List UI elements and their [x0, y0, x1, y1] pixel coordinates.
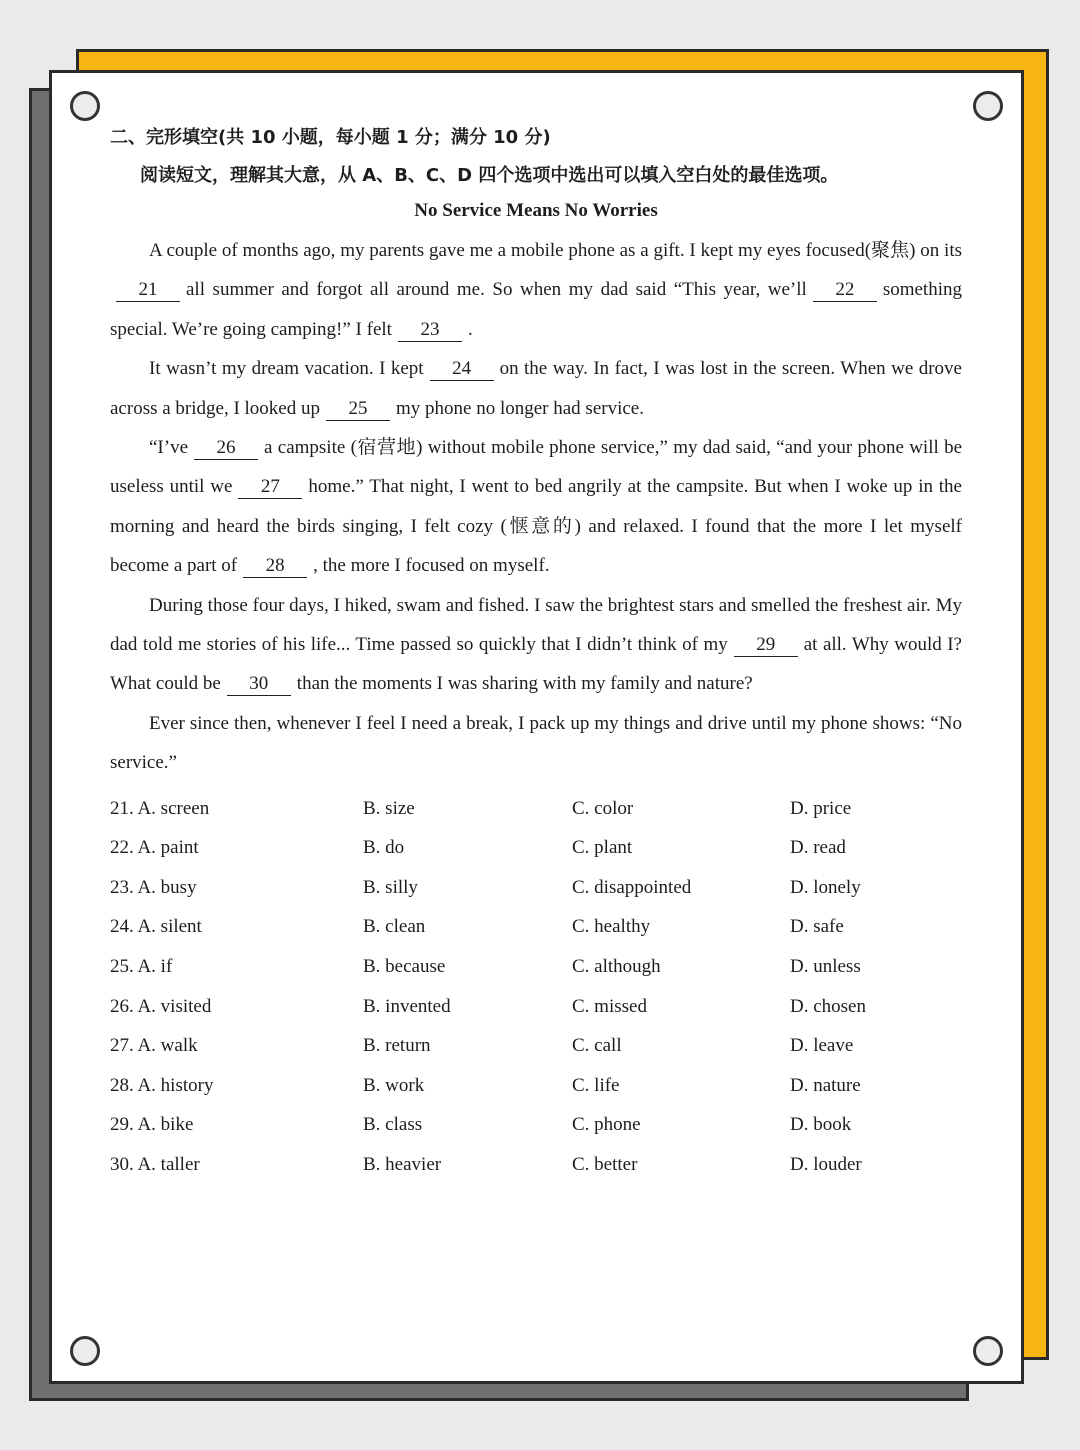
option-choice-b: B. work: [363, 1074, 425, 1096]
blank-28: 28: [243, 555, 307, 578]
blank-23: 23: [398, 319, 462, 342]
passage-text: all summer and forgot all around me. So when my dad said “This year, we’ll: [186, 279, 807, 301]
option-choice-d: D. leave: [790, 1035, 854, 1057]
passage-paragraph: [110, 349, 962, 428]
blank-26: 26: [194, 437, 258, 460]
option-choice-d: D. nature: [790, 1074, 861, 1096]
passage-text: , the more I focused on myself.: [313, 555, 550, 577]
blank-25: 25: [326, 398, 390, 421]
option-choice-b: B. size: [363, 797, 415, 819]
option-choice-c: C. color: [572, 797, 634, 819]
passage-text: my phone no longer had service.: [396, 397, 644, 419]
passage-paragraph: [110, 428, 962, 586]
blank-29: 29: [734, 634, 798, 657]
option-row: [110, 1105, 962, 1145]
passage-text: something special. We’re going camping!” I felt: [110, 279, 962, 340]
option-row: [110, 987, 962, 1027]
option-choice-d: D. price: [790, 797, 852, 819]
option-choice-a: 27. A. walk: [110, 1035, 198, 1057]
blank-24: 24: [430, 358, 494, 381]
option-choice-d: D. safe: [790, 916, 844, 938]
option-choice-c: C. life: [572, 1074, 620, 1096]
option-choice-a: 23. A. busy: [110, 876, 197, 898]
option-choice-d: D. lonely: [790, 876, 861, 898]
passage-paragraph: [110, 231, 962, 349]
passage-text: Ever since then, whenever I feel I need a break, I pack up my things and drive until my phone shows: “No service.”: [110, 712, 962, 774]
option-choice-b: B. return: [363, 1035, 431, 1057]
option-row: [110, 1026, 962, 1066]
option-choice-a: 28. A. history: [110, 1074, 214, 1096]
option-row: [110, 868, 962, 908]
passage-title: No Service Means No Worries: [414, 200, 658, 221]
option-row: [110, 947, 962, 987]
passage-text: “I’ve: [149, 437, 189, 459]
binder-hole-icon: [973, 1336, 1003, 1366]
section-title: 二、完形填空(共 10 小题，每小题 1 分；满分 10 分): [110, 127, 551, 148]
passage-text: on the way. In fact, I was lost in the screen. When we drove across a bridge, I looked up: [110, 358, 962, 419]
option-choice-a: 24. A. silent: [110, 916, 202, 938]
passage-text: .: [467, 318, 473, 340]
option-row: [110, 1066, 962, 1106]
option-row: [110, 828, 962, 868]
option-choice-c: C. better: [572, 1154, 638, 1176]
option-choice-a: 21. A. screen: [110, 797, 210, 819]
option-choice-a: 30. A. taller: [110, 1154, 200, 1176]
blank-30: 30: [227, 673, 291, 696]
options-list: [110, 789, 962, 1185]
blank-21: 21: [116, 279, 180, 302]
worksheet-page: [49, 70, 1024, 1384]
option-choice-a: 26. A. visited: [110, 995, 212, 1017]
passage: [110, 231, 962, 783]
option-choice-c: C. missed: [572, 995, 647, 1017]
option-choice-b: B. silly: [363, 876, 418, 898]
option-choice-d: D. chosen: [790, 995, 866, 1017]
worksheet-content: [110, 123, 962, 1185]
option-choice-b: B. do: [363, 837, 405, 859]
option-choice-d: D. unless: [790, 956, 861, 978]
passage-text: at all. Why would I? What could be: [110, 634, 962, 695]
option-choice-c: C. although: [572, 956, 661, 978]
passage-text: A couple of months ago, my parents gave me a mobile phone as a gift. I kept my eyes focused(聚焦) on its: [149, 240, 962, 261]
option-choice-c: C. disappointed: [572, 876, 692, 898]
option-choice-a: 29. A. bike: [110, 1114, 194, 1136]
option-row: [110, 789, 962, 829]
passage-text: a campsite (宿营地) without mobile phone service,” my dad said, “and your phone will be useless until we: [110, 437, 962, 498]
passage-paragraph: [110, 586, 962, 704]
passage-text: home.” That night, I went to bed angrily at the campsite. But when I woke up in the morning and heard the birds singing, I felt cozy (惬意的) and relaxed. I found that the more I let myself become a part of: [110, 476, 962, 577]
option-choice-a: 22. A. paint: [110, 837, 199, 859]
option-choice-c: C. plant: [572, 837, 633, 859]
option-choice-d: D. book: [790, 1114, 852, 1136]
option-choice-b: B. clean: [363, 916, 426, 938]
option-choice-c: C. healthy: [572, 916, 651, 938]
passage-text: It wasn’t my dream vacation. I kept: [149, 358, 424, 380]
binder-hole-icon: [70, 91, 100, 121]
binder-hole-icon: [70, 1336, 100, 1366]
option-choice-b: B. because: [363, 956, 446, 978]
passage-text: During those four days, I hiked, swam and fished. I saw the brightest stars and smelled the freshest air. My dad told me stories of his life... Time passed so quickly that I didn’t think of my: [110, 594, 962, 656]
passage-paragraph: [110, 704, 962, 783]
option-choice-c: C. phone: [572, 1114, 641, 1136]
option-choice-b: B. heavier: [363, 1154, 442, 1176]
option-choice-a: 25. A. if: [110, 956, 173, 978]
instruction-text: 阅读短文，理解其大意，从 A、B、C、D 四个选项中选出可以填入空白处的最佳选项。: [140, 165, 839, 186]
passage-text: than the moments I was sharing with my family and nature?: [296, 673, 753, 695]
option-choice-b: B. class: [363, 1114, 423, 1136]
option-choice-d: D. read: [790, 837, 846, 859]
option-choice-d: D. louder: [790, 1154, 862, 1176]
option-choice-c: C. call: [572, 1035, 622, 1057]
blank-27: 27: [238, 476, 302, 499]
binder-hole-icon: [973, 91, 1003, 121]
option-row: [110, 907, 962, 947]
option-row: [110, 1145, 962, 1185]
option-choice-b: B. invented: [363, 995, 451, 1017]
blank-22: 22: [813, 279, 877, 302]
